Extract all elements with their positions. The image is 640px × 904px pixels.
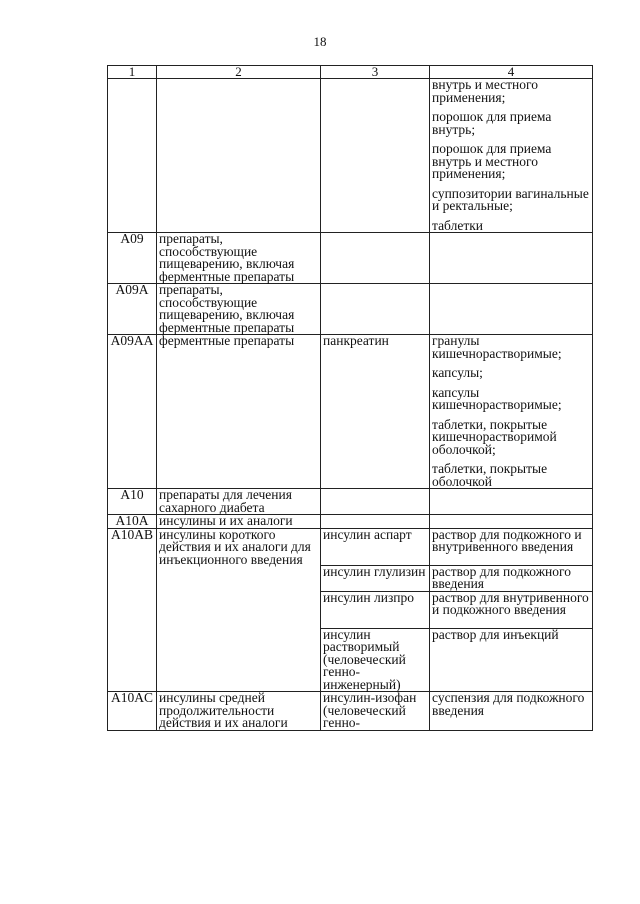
drug-name-cell [321,284,430,335]
column-number: 3 [321,66,430,79]
dosage-forms-cell [430,628,593,692]
dosage-form: таблетки, покрытые кишечнорастворимой оболочкой; [432,416,557,457]
table-row [108,79,593,233]
drug-name-cell [321,515,430,529]
table-row [108,233,593,284]
drug-name-cell: инсулин-изофан (человеческий генно- [321,692,430,731]
table-row [108,335,593,489]
dosage-form: суспензия для подкожного введения [432,690,585,718]
table-row [108,284,593,335]
dosage-form: капсулы кишечнорастворимые; [432,384,562,412]
dosage-form: раствор для подкожного введения [432,563,571,591]
dosage-form: внутрь и местного применения; [432,77,538,105]
dosage-forms-cell [430,233,593,284]
drug-name-cell: панкреатин [321,335,430,489]
group-name-cell: инсулины короткого действия и их аналоги для инъекционного введения [157,528,321,692]
dosage-form: гранулы кишечнорастворимые; [432,333,562,361]
drug-name-cell: инсулин глулизин [321,565,430,591]
group-name-cell: инсулины средней продолжительности действия и их аналоги [157,692,321,731]
dosage-form: раствор для инъекций [432,626,559,642]
drug-name-cell: инсулин аспарт [321,528,430,565]
drug-classification-table [107,65,593,731]
dosage-form: таблетки [432,217,484,233]
atc-code-cell: A10AC [108,692,157,731]
drug-name-cell: инсулин растворимый (человеческий генно-инженерный) [321,628,430,692]
dosage-forms-cell [430,528,593,565]
column-number: 1 [108,66,157,79]
atc-code-cell [108,79,157,233]
page-number: 18 [313,34,327,49]
table-row [108,528,593,565]
group-name-cell: инсулины и их аналоги [157,515,321,529]
atc-code-cell: A10A [108,515,157,529]
dosage-forms-cell [430,489,593,515]
group-name-cell [157,79,321,233]
atc-code-cell: A09AA [108,335,157,489]
dosage-form: таблетки, покрытые оболочкой [432,461,548,489]
dosage-forms-cell [430,692,593,731]
column-number: 4 [430,66,593,79]
group-name-cell: препараты, способствующие пищеварению, включая ферментные препараты [157,284,321,335]
table-row [108,489,593,515]
table-row [108,515,593,529]
drug-name-cell: инсулин лизпро [321,591,430,628]
dosage-forms-cell [430,515,593,529]
atc-code-cell: A09 [108,233,157,284]
group-name-cell: препараты, способствующие пищеварению, включая ферментные препараты [157,233,321,284]
dosage-form: порошок для приема внутрь и местного применения; [432,141,552,181]
atc-code-cell: A09A [108,284,157,335]
column-number: 2 [157,66,321,79]
dosage-form: капсулы; [432,365,483,380]
atc-code-cell: A10AB [108,528,157,692]
group-name-cell: препараты для лечения сахарного диабета [157,489,321,515]
dosage-form: порошок для приема внутрь; [432,109,552,137]
dosage-forms-cell [430,565,593,591]
drug-name-cell [321,79,430,233]
atc-code-cell: A10 [108,489,157,515]
drug-name-cell [321,233,430,284]
dosage-form: раствор для внутривенного и подкожного введения [432,589,589,617]
dosage-forms-cell [430,284,593,335]
dosage-form: суппозитории вагинальные и ректальные; [432,185,589,213]
dosage-forms-cell [430,591,593,628]
table-row [108,692,593,731]
dosage-forms-cell [430,335,593,489]
dosage-form: раствор для подкожного и внутривенного введения [432,526,582,554]
group-name-cell: ферментные препараты [157,335,321,489]
drug-name-cell [321,489,430,515]
dosage-forms-cell [430,79,593,233]
